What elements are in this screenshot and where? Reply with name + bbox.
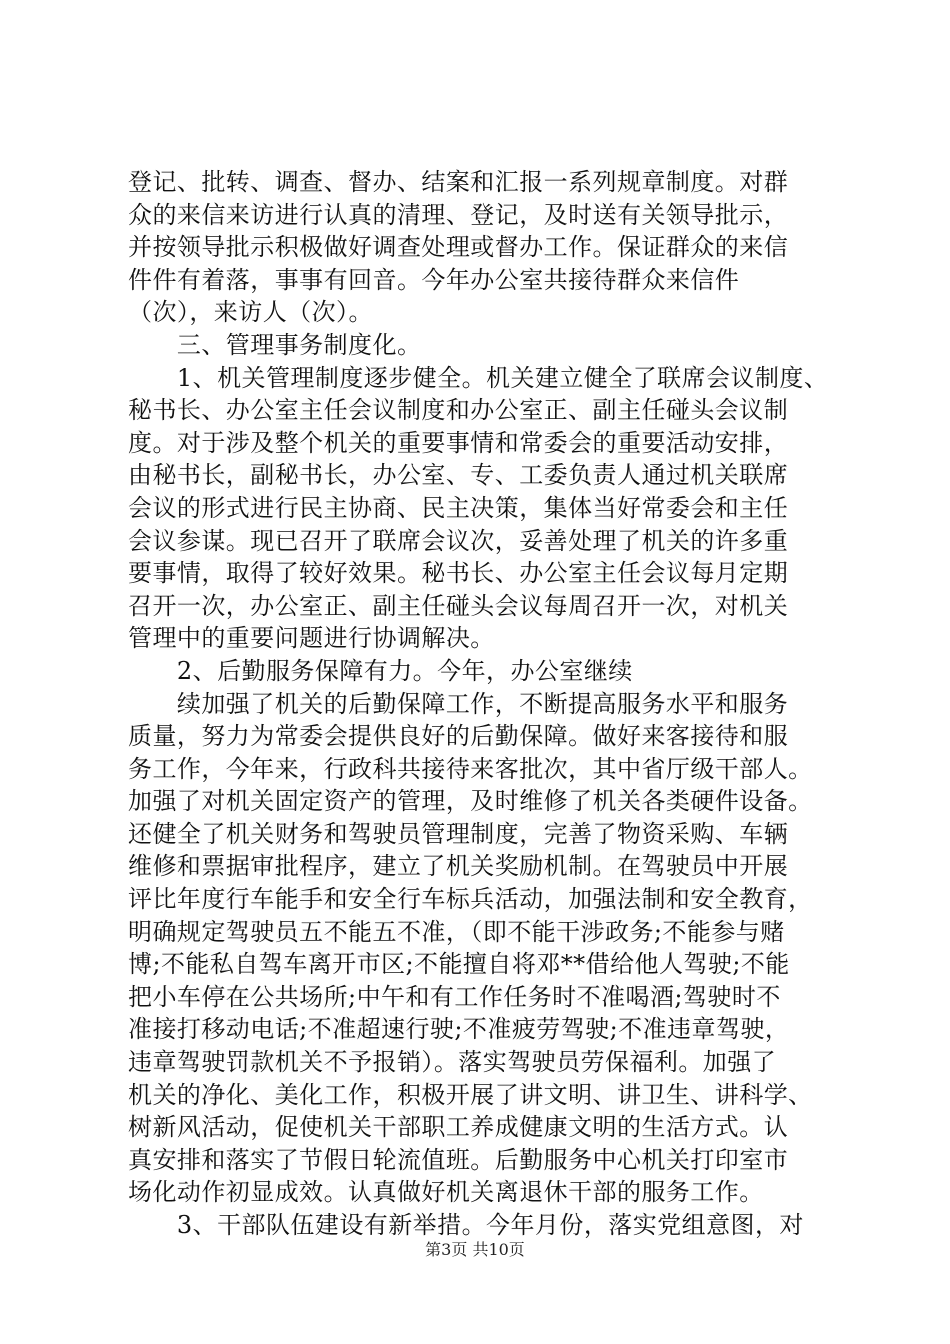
text-line: 续加强了机关的后勤保障工作，不断提高服务水平和服务	[128, 689, 789, 718]
section-heading: 三、管理事务制度化。	[128, 330, 422, 359]
text-line: 把小车停在公共场所;中午和有工作任务时不准喝酒;驾驶时不	[128, 982, 781, 1011]
text-line: 真安排和落实了节假日轮流值班。后勤服务中心机关打印室市	[128, 1145, 789, 1174]
text-line: 质量，努力为常委会提供良好的后勤保障。做好来客接待和服	[128, 722, 789, 751]
text-line: 3、干部队伍建设有新举措。今年月份，落实党组意图，对	[128, 1211, 804, 1239]
text-line: 会议的形式进行民主协商、民主决策，集体当好常委会和主任	[128, 493, 789, 522]
text-line: 件件有着落，事事有回音。今年办公室共接待群众来信件	[128, 265, 740, 294]
text-line: 明确规定驾驶员五不能五不准，（即不能干涉政务;不能参与赌	[128, 917, 785, 946]
text-line: 务工作，今年来，行政科共接待来客批次，其中省厅级干部人。	[128, 754, 813, 783]
text-line: 树新风活动，促使机关干部职工养成健康文明的生活方式。认	[128, 1113, 789, 1142]
text-line: 秘书长、办公室主任会议制度和办公室正、副主任碰头会议制	[128, 396, 789, 425]
body-text	[128, 166, 828, 1242]
text-line: 管理中的重要问题进行协调解决。	[128, 624, 495, 653]
text-line: 1、机关管理制度逐步健全。机关建立健全了联席会议制度、	[128, 363, 829, 392]
text-line: 还健全了机关财务和驾驶员管理制度，完善了物资采购、车辆	[128, 819, 789, 848]
page-number-footer: 第3页 共10页	[425, 1240, 525, 1259]
text-line: 博;不能私自驾车离开市区;不能擅自将邓**借给他人驾驶;不能	[128, 950, 790, 979]
text-line: 由秘书长，副秘书长，办公室、专、工委负责人通过机关联席	[128, 461, 789, 490]
text-line: 加强了对机关固定资产的管理，及时维修了机关各类硬件设备。	[128, 787, 813, 816]
text-line: 度。对于涉及整个机关的重要事情和常委会的重要活动安排，	[128, 428, 789, 457]
text-line: 违章驾驶罚款机关不予报销）。落实驾驶员劳保福利。加强了	[128, 1048, 777, 1077]
text-line: 评比年度行车能手和安全行车标兵活动，加强法制和安全教育，	[128, 885, 813, 914]
text-line: 会议参谋。现已召开了联席会议次，妥善处理了机关的许多重	[128, 526, 789, 555]
text-line: （次），来访人（次）。	[128, 298, 373, 327]
text-line: 准接打移动电话;不准超速行驶;不准疲劳驾驶;不准违章驾驶，	[128, 1015, 790, 1044]
text-line: 维修和票据审批程序，建立了机关奖励机制。在驾驶员中开展	[128, 852, 789, 881]
text-line: 机关的净化、美化工作，积极开展了讲文明、讲卫生、讲科学、	[128, 1080, 813, 1109]
text-line: 2、后勤服务保障有力。今年，办公室继续	[128, 656, 633, 685]
text-line: 召开一次，办公室正、副主任碰头会议每周召开一次，对机关	[128, 591, 789, 620]
text-line: 要事情，取得了较好效果。秘书长、办公室主任会议每月定期	[128, 559, 789, 588]
text-line: 登记、批转、调查、督办、结案和汇报一系列规章制度。对群	[128, 168, 789, 196]
text-line: 并按领导批示积极做好调查处理或督办工作。保证群众的来信	[128, 233, 789, 262]
text-line: 场化动作初显成效。认真做好机关离退休干部的服务工作。	[128, 1178, 764, 1207]
text-line: 众的来信来访进行认真的清理、登记，及时送有关领导批示，	[128, 200, 789, 229]
